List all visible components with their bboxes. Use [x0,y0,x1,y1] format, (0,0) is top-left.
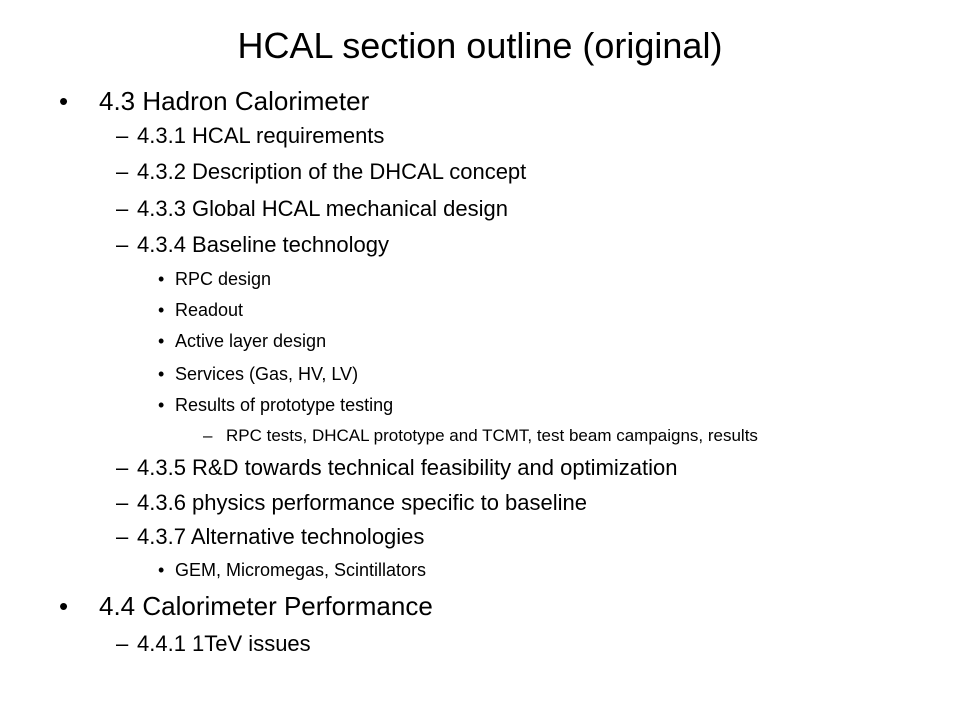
outline-item-label: 4.3.2 Description of the DHCAL concept [137,159,527,184]
outline-item-label: 4.3.3 Global HCAL mechanical design [137,196,508,221]
outline-subitem-label: Services (Gas, HV, LV) [175,364,359,384]
bullet-dash: – [116,455,129,480]
outline-subitem-label: Results of prototype testing [175,395,394,415]
outline-item-4-3-5 [116,455,678,481]
outline-item-label: 4.3.5 R&D towards technical feasibility and optimization [137,455,678,480]
outline-item-label: 4.3.6 physics performance specific to baseline [137,490,588,515]
bullet-dash: – [116,123,129,148]
bullet-dash: – [116,232,129,257]
slide-title: HCAL section outline (original) [237,25,723,66]
outline-item-label: 4.3.7 Alternative technologies [137,524,425,549]
outline-item-label: 4.3 Hadron Calorimeter [99,86,370,116]
bullet-dash: – [116,524,129,549]
outline-subitem-label: RPC design [175,269,272,289]
outline-subitem [158,560,426,581]
bullet-dot: • [158,331,165,351]
outline-item-4-3-4 [116,232,389,258]
bullet-dot: • [158,364,165,384]
bullet-dash: – [116,159,129,184]
outline-item-4-3-3 [116,196,508,222]
outline-item-label: 4.4 Calorimeter Performance [99,591,433,621]
outline-subitem [158,364,358,385]
outline-subitem [158,300,243,321]
bullet-dot: • [158,560,165,580]
outline-item-label: 4.4.1 1TeV issues [137,631,311,656]
bullet-dash: – [203,426,213,445]
outline-subitem [158,395,393,416]
outline-subitem-label: GEM, Micromegas, Scintillators [175,560,427,580]
outline-subitem [158,269,271,290]
outline-item-4-4 [59,591,433,622]
bullet-dot: • [158,269,165,289]
outline-item-4-3-7 [116,524,424,550]
outline-subsubitem [203,426,758,446]
outline-subsubitem-label: RPC tests, DHCAL prototype and TCMT, test beam campaigns, results [226,426,758,445]
bullet-dot: • [59,591,69,621]
outline-item-4-3-6 [116,490,587,516]
outline-subitem-label: Active layer design [175,331,327,351]
outline-item-4-3 [59,86,369,117]
outline-item-label: 4.3.4 Baseline technology [137,232,389,257]
bullet-dot: • [59,86,69,116]
bullet-dash: – [116,196,129,221]
bullet-dash: – [116,490,129,515]
outline-subitem [158,331,326,352]
outline-item-4-3-1 [116,123,384,149]
outline-item-4-4-1 [116,631,311,657]
bullet-dash: – [116,631,129,656]
outline-item-4-3-2 [116,159,526,185]
outline-subitem-label: Readout [175,300,244,320]
outline-item-label: 4.3.1 HCAL requirements [137,123,385,148]
bullet-dot: • [158,395,165,415]
bullet-dot: • [158,300,165,320]
